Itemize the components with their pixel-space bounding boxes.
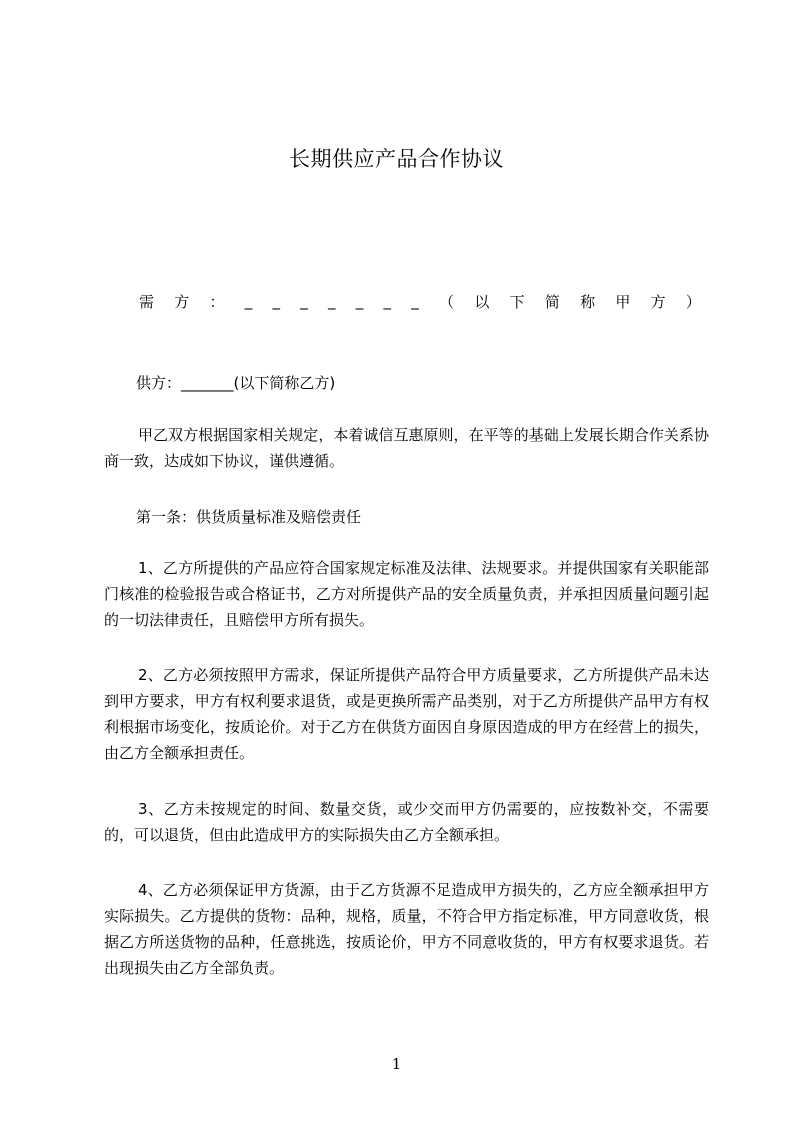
clause-3: 3、乙方未按规定的时间、数量交货，或少交而甲方仍需要的，应按数补交，不需要的，可以退货，但由此造成甲方的实际损失由乙方全额承担。 — [104, 800, 709, 844]
party-a-char: 甲 — [615, 292, 631, 311]
party-a-char: 方 — [174, 292, 190, 311]
party-a-char: ： — [209, 292, 225, 311]
party-a-char: 需 — [139, 292, 155, 311]
document-title: 长期供应产品合作协议 — [289, 147, 504, 171]
intro-paragraph: 甲乙双方根据国家相关规定，本着诚信互惠原则，在平等的基础上发展长期合作关系协商一致，达成如下协议，谨供遵循。 — [104, 426, 709, 470]
party-a-char: _ — [272, 292, 281, 310]
article-1-heading: 第一条：供货质量标准及赔偿责任 — [136, 508, 362, 526]
clause-1: 1、乙方所提供的产品应符合国家规定标准及法律、法规要求。并提供国家有关职能部门核准的检验报告或合格证书，乙方对所提供产品的安全质量负责，并承担因质量问题引起的一切法律责任，且赔偿甲方所有损失。 — [104, 559, 709, 629]
party-a-char: （ — [439, 292, 455, 311]
party-a-char: ） — [685, 292, 701, 311]
page-number: 1 — [391, 1055, 402, 1073]
party-a-char: 称 — [580, 292, 596, 311]
party-a-char: _ — [383, 292, 392, 310]
clause-2: 2、乙方必须按照甲方需求，保证所提供产品符合甲方质量要求，乙方所提供产品未达到甲方要求，甲方有权利要求退货，或是更换所需产品类别，对于乙方所提供产品甲方有权利根据市场变化，按质论价。对于乙方在供货方面因自身原因造成的甲方在经营上的损失，由乙方全额承担责任。 — [104, 666, 709, 762]
party-a-char: _ — [411, 292, 419, 310]
party-b-line: 供方：_______(以下简称乙方) — [136, 374, 336, 392]
clause-4: 4、乙方必须保证甲方货源，由于乙方货源不足造成甲方损失的，乙方应全额承担甲方实际损失。乙方提供的货物：品种，规格，质量，不符合甲方指定标准，甲方同意收货，根据乙方所送货物的品种，任意挑选，按质论价，甲方不同意收货的，甲方有权要求退货。若出现损失由乙方全部负责。 — [104, 881, 709, 977]
party-a-char: _ — [300, 292, 308, 310]
party-a-char: _ — [328, 292, 336, 310]
party-a-char: 以 — [474, 292, 490, 311]
party-a-char: 方 — [650, 292, 666, 311]
party-a-char: 简 — [544, 292, 560, 311]
party-a-line — [139, 290, 701, 312]
party-a-char: 下 — [509, 292, 525, 311]
party-a-char: _ — [355, 292, 364, 310]
party-a-char: _ — [244, 292, 253, 310]
